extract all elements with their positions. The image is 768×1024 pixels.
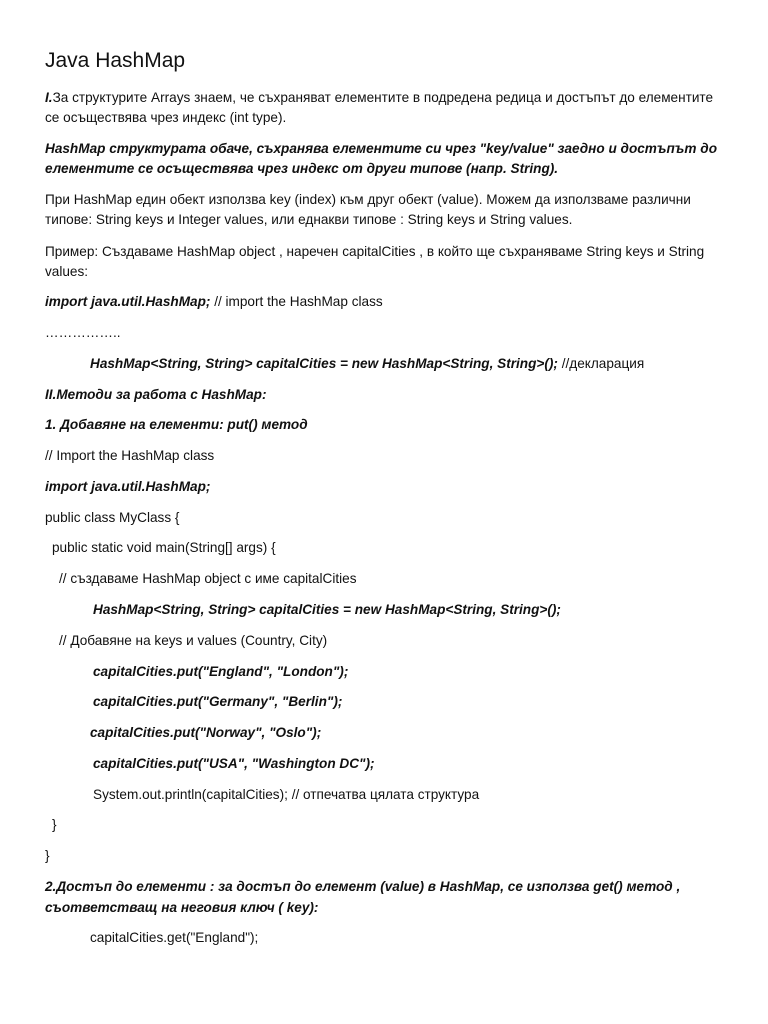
intro-line-2: се осъществява чрез индекс (int type). — [45, 110, 287, 125]
declaration-line-2: HashMap<String, String> capitalCities = new HashMap<String, String>(); — [93, 602, 561, 617]
comment-import: // Import the HashMap class — [45, 448, 215, 463]
declaration-line — [90, 354, 644, 374]
println-statement: System.out.println(capitalCities); // отпечатва цялата структура — [93, 787, 480, 802]
get-england-call: capitalCities.get("England"); — [90, 930, 259, 945]
section-2-heading: II.Методи за работа с HashMap: — [45, 387, 267, 402]
closing-brace-class: } — [45, 848, 50, 863]
closing-brace-main: } — [52, 817, 57, 832]
main-method-declaration: public static void main(String[] args) { — [52, 540, 276, 555]
hashmap-definition-line-2: елементите се осъществява чрез индекс от други типове (напр. String). — [45, 161, 559, 176]
intro-line-1-text: За структурите Arrays знаем, че съхраняват елементите в подредена редица и достъпът до елементите — [52, 90, 714, 105]
section-1-marker: I. — [45, 90, 53, 105]
get-method-heading-line-2: съответстващ на неговия ключ ( key): — [45, 900, 319, 915]
example-line-2: values: — [45, 264, 89, 279]
ellipsis-dots: …………….. — [45, 325, 121, 340]
intro-line-1 — [45, 88, 713, 108]
put-method-heading: 1. Добавяне на елементи: put() метод — [45, 417, 308, 432]
declaration-code: HashMap<String, String> capitalCities = new HashMap<String, String>(); — [90, 356, 558, 371]
put-usa: capitalCities.put("USA", "Washington DC"); — [93, 756, 375, 771]
import-comment: // import the HashMap class — [210, 294, 383, 309]
hashmap-definition-line-1: HashMap структурата обаче, съхранява елементите си чрез "key/value" заедно и достъпът до — [45, 141, 717, 156]
example-line-1: Пример: Създаваме HashMap object , наречен capitalCities , в който ще съхраняваме String keys и String — [45, 244, 705, 259]
import-code: import java.util.HashMap; — [45, 294, 211, 309]
import-statement — [45, 292, 383, 312]
comment-add-keys: // Добавяне на keys и values (Country, City) — [59, 633, 328, 648]
put-england: capitalCities.put("England", "London"); — [93, 664, 349, 679]
page-title: Java HashMap — [45, 49, 186, 72]
key-value-line-1: При HashMap един обект използва key (index) към друг обект (value). Можем да използваме различни — [45, 192, 691, 207]
get-method-heading-line-1: 2.Достъп до елементи : за достъп до елемент (value) в HashMap, се използва get() метод , — [45, 879, 681, 894]
put-norway: capitalCities.put("Norway", "Oslo"); — [90, 725, 322, 740]
key-value-line-2: типове: String keys и Integer values, или еднакви типове : String keys и String values. — [45, 212, 573, 227]
import-statement-2: import java.util.HashMap; — [45, 479, 211, 494]
comment-create-object: // създаваме HashMap object с име capitalCities — [59, 571, 357, 586]
class-declaration: public class MyClass { — [45, 510, 180, 525]
put-germany: capitalCities.put("Germany", "Berlin"); — [93, 694, 343, 709]
declaration-comment: //декларация — [557, 356, 645, 371]
